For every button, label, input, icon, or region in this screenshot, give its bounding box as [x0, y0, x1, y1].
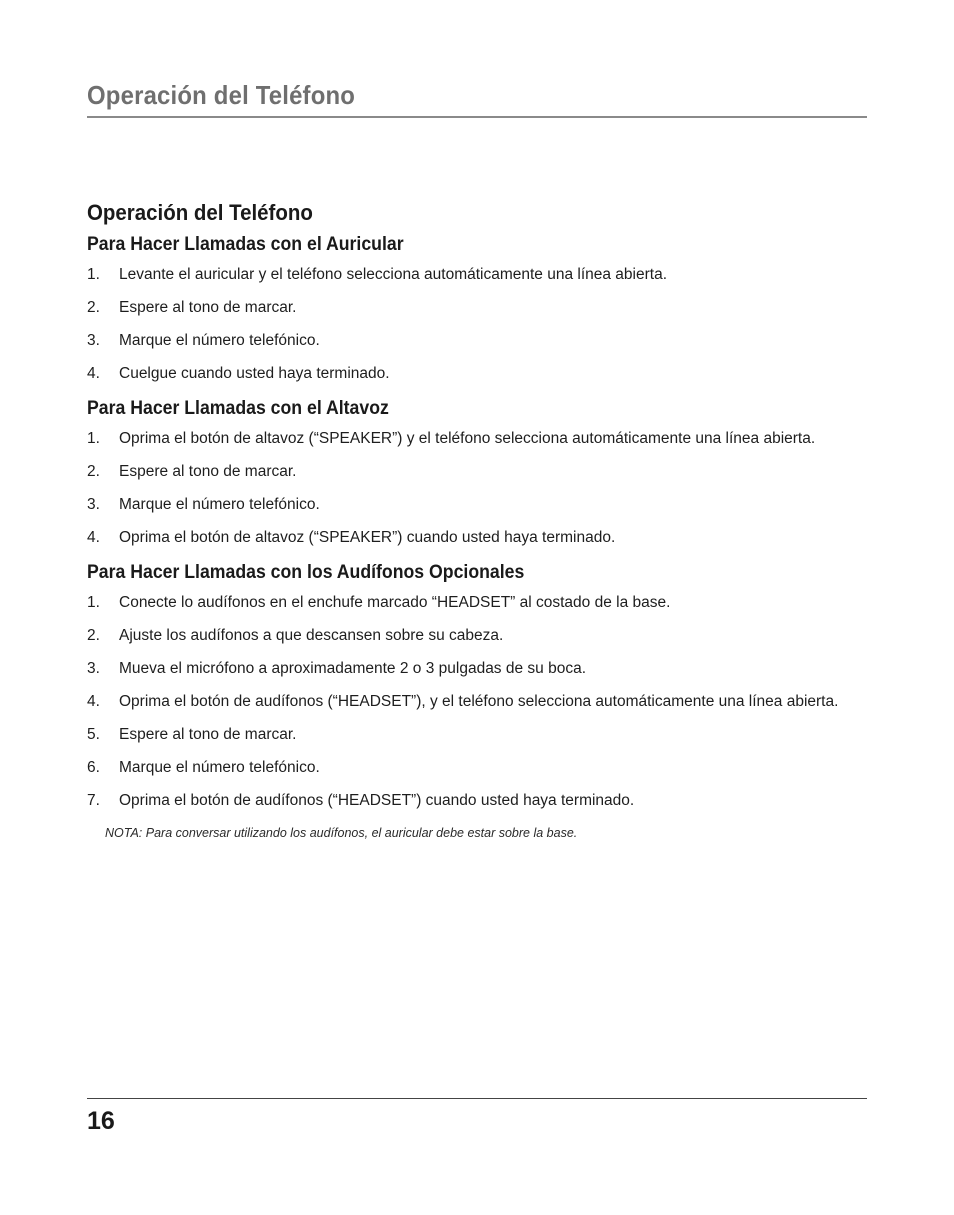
step-text: Conecte lo audífonos en el enchufe marcado “HEADSET” al costado de la base. — [119, 594, 671, 611]
subhead-headset: Para Hacer Llamadas con los Audífonos Opcionales — [87, 562, 525, 583]
step-text: Marque el número telefónico. — [119, 332, 320, 349]
list-item — [87, 625, 867, 647]
list-item — [87, 790, 867, 812]
step-text: Levante el auricular y el teléfono selecciona automáticamente una línea abierta. — [119, 266, 668, 283]
step-number: 4. — [87, 529, 100, 546]
step-text: Oprima el botón de audífonos (“HEADSET”), y el teléfono selecciona automáticamente una línea abierta. — [119, 693, 839, 710]
step-text: Ajuste los audífonos a que descansen sobre su cabeza. — [119, 627, 504, 644]
header-rule — [87, 116, 867, 118]
step-number: 7. — [87, 792, 100, 809]
step-number: 1. — [87, 594, 100, 611]
step-number: 3. — [87, 496, 100, 513]
step-number: 6. — [87, 759, 100, 776]
list-item — [87, 494, 867, 516]
step-text: Oprima el botón de audífonos (“HEADSET”) cuando usted haya terminado. — [119, 792, 635, 809]
step-text: Marque el número telefónico. — [119, 496, 320, 513]
subhead-speaker: Para Hacer Llamadas con el Altavoz — [87, 398, 389, 419]
step-number: 3. — [87, 332, 100, 349]
step-text: Espere al tono de marcar. — [119, 463, 297, 480]
list-item — [87, 658, 867, 680]
step-number: 4. — [87, 365, 100, 382]
subhead-handset: Para Hacer Llamadas con el Auricular — [87, 234, 404, 255]
step-number: 1. — [87, 266, 100, 283]
step-text: Espere al tono de marcar. — [119, 299, 297, 316]
steps-handset — [87, 264, 867, 385]
running-head: Operación del Teléfono — [87, 80, 356, 110]
list-item — [87, 297, 867, 319]
list-item — [87, 592, 867, 614]
step-text: Oprima el botón de altavoz (“SPEAKER”) cuando usted haya terminado. — [119, 529, 616, 546]
step-number: 4. — [87, 693, 100, 710]
steps-speaker — [87, 428, 867, 549]
page-number: 16 — [87, 1107, 115, 1135]
list-item — [87, 691, 867, 713]
footer-rule — [87, 1098, 867, 1099]
steps-headset — [87, 592, 867, 812]
step-number: 2. — [87, 463, 100, 480]
list-item — [87, 264, 867, 286]
page-content — [87, 196, 867, 840]
list-item — [87, 527, 867, 549]
list-item — [87, 428, 867, 450]
step-number: 1. — [87, 430, 100, 447]
section-title: Operación del Teléfono — [87, 200, 313, 225]
step-text: Marque el número telefónico. — [119, 759, 320, 776]
list-item — [87, 724, 867, 746]
list-item — [87, 363, 867, 385]
step-text: Mueva el micrófono a aproximadamente 2 o 3 pulgadas de su boca. — [119, 660, 587, 677]
step-text: Cuelgue cuando usted haya terminado. — [119, 365, 390, 382]
step-number: 2. — [87, 299, 100, 316]
step-number: 2. — [87, 627, 100, 644]
step-text: Oprima el botón de altavoz (“SPEAKER”) y el teléfono selecciona automáticamente una línea abierta. — [119, 430, 816, 447]
step-text: Espere al tono de marcar. — [119, 726, 297, 743]
list-item — [87, 461, 867, 483]
step-number: 5. — [87, 726, 100, 743]
list-item — [87, 330, 867, 352]
list-item — [87, 757, 867, 779]
step-number: 3. — [87, 660, 100, 677]
note: NOTA: Para conversar utilizando los audífonos, el auricular debe estar sobre la base. — [105, 826, 578, 840]
